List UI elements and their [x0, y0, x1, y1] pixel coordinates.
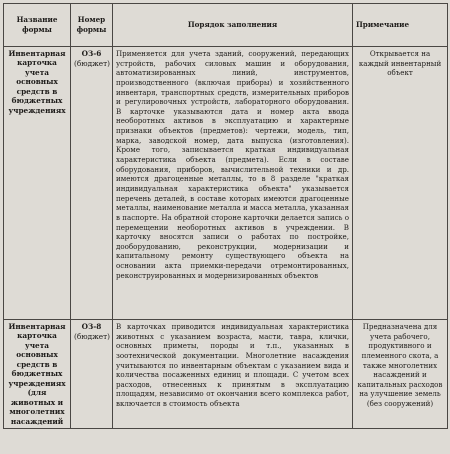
form-number-cell — [71, 320, 113, 429]
form-budget-label: (бюджет) — [74, 331, 110, 341]
form-code: ОЗ-6 — [81, 49, 102, 58]
header-row — [4, 4, 448, 47]
header-fill-order: Порядок заполнения — [113, 4, 353, 47]
note-cell: Открывается на каждый инвентарный объект — [353, 47, 448, 320]
form-name-cell: Инвентарная карточка учета основных средств в бюджетных учреждениях — [4, 47, 71, 320]
header-form-number: Номер формы — [71, 4, 113, 47]
table-row — [4, 47, 448, 320]
form-number-cell — [71, 47, 113, 320]
table-row — [4, 320, 448, 429]
header-form-name: Название формы — [4, 4, 71, 47]
form-code: ОЗ-8 — [81, 322, 102, 331]
fill-order-cell: В карточках приводится индивидуальная характеристика животных с указанием возраста, масти, тавра, клички, основных приметы, породы и т.п., указанных в зоотехнической документации. Многолетние насаждения учитываются по инвентарным объектам с указанием вида и количества посаженных единиц и площади. С учетом всех расходов, отнесенных к принятым в эксплуатацию площадям, независимо от окончания всего комплекса работ, включается в стоимость объекта — [113, 320, 353, 429]
fill-order-cell: Применяется для учета зданий, сооружений, передающих устройств, рабочих силовых машин и оборудования, автоматизированных линий, инструментов, производственного (включая приборы) и хозяйственного инвентаря, транспортных средств, измерительных приборов и регулировочных устройств, лабораторного оборудования. В карточке указываются дата и номер акта ввода необоротных активов в эксплуатацию и характерные признаки объектов (предметов): чертежи, модель, тип, марка, заводской номер, дата выпуска (изготовления). Кроме того, записывается краткая индивидуальная характеристика объекта (предмета). Если в составе оборудования, приборов, вычислительной техники и др. имеются драгоценные металлы, то в 8 разделе "краткая индивидуальная характеристика объекта" указывается перечень деталей, в составе которых имеются драгоценные металлы, наименование металла и масса металла, указанная в паспорте. На обратной стороне карточки делается запись о перемещении необоротных активов в учреждении. В карточку вносятся записи о работах по постройке, дооборудованию, реконструкции, модернизации и капитальному ремонту существующего объекта на основании акта приемки-передачи отремонтированных, реконструированных и модернизированных объектов — [113, 47, 353, 320]
forms-table — [3, 3, 448, 429]
header-note: Примечание — [353, 4, 448, 47]
note-cell: Предназначена для учета рабочего, продуктивного и племенного скота, а также многолетних насаждений и капитальных расходов на улучшение земель (без сооружений) — [353, 320, 448, 429]
form-budget-label: (бюджет) — [74, 58, 110, 68]
form-name-cell: Инвентарная карточка учета основных средств в бюджетных учреждениях (для животных и многолетних насаждений — [4, 320, 71, 429]
